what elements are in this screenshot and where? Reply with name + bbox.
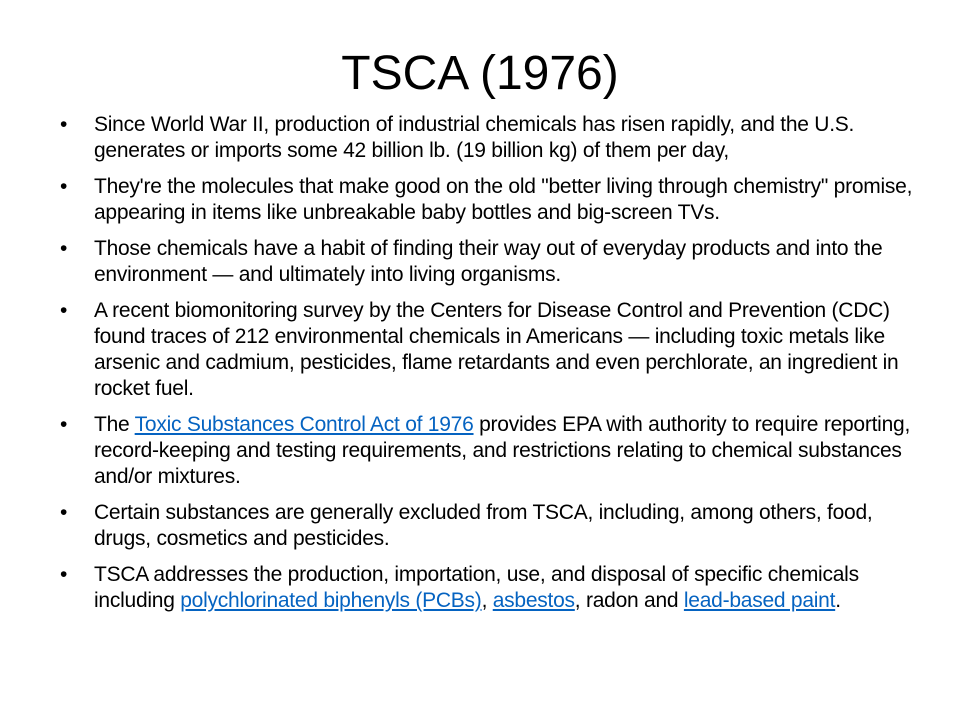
bullet-text-after: provides EPA with authority to require reporting, record-keeping and testing requirements, and restrictions relating to chemical substances and/or mixtures. — [94, 413, 911, 488]
asbestos-link[interactable]: asbestos — [492, 589, 575, 612]
bullet-item-3 — [60, 236, 920, 288]
bullet-item-6 — [60, 500, 920, 552]
bullet-icon: • — [60, 113, 68, 136]
bullet-icon: • — [60, 175, 68, 198]
bullet-text: Certain substances are generally excluded from TSCA, including, among others, food, drugs, cosmetics and pesticides. — [94, 501, 873, 550]
bullet-text-before: TSCA addresses the production, importation, use, and disposal of specific chemicals including — [94, 563, 859, 612]
bullet-icon: • — [60, 563, 68, 586]
lead-based-paint-link[interactable]: lead-based paint — [683, 589, 836, 612]
bullet-icon: • — [60, 413, 68, 436]
tsca-act-link[interactable]: Toxic Substances Control Act of 1976 — [134, 413, 474, 436]
bullet-separator: , — [481, 589, 493, 612]
bullet-separator: , radon and — [574, 589, 684, 612]
bullet-text-after: . — [835, 589, 841, 612]
bullet-text-before: The — [94, 413, 135, 436]
bullet-text: A recent biomonitoring survey by the Centers for Disease Control and Prevention (CDC) found traces of 212 environmental chemicals in Americans — including toxic metals like arsenic and cadmium, pesticides, flame retardants and even perchlorate, an ingredient in rocket fuel. — [94, 299, 899, 400]
bullet-text: They're the molecules that make good on the old "better living through chemistry" promise, appearing in items like unbreakable baby bottles and big-screen TVs. — [94, 175, 913, 224]
bullet-item-5 — [60, 412, 920, 490]
bullet-icon: • — [60, 501, 68, 524]
slide-title: TSCA (1976) — [341, 47, 619, 100]
bullet-item-2 — [60, 174, 920, 226]
bullet-item-4 — [60, 298, 920, 402]
bullet-icon: • — [60, 299, 68, 322]
bullet-list — [60, 112, 920, 624]
bullet-item-7 — [60, 562, 920, 614]
pcbs-link[interactable]: polychlorinated biphenyls (PCBs) — [180, 589, 482, 612]
bullet-item-1 — [60, 112, 920, 164]
bullet-text: Since World War II, production of industrial chemicals has risen rapidly, and the U.S. generates or imports some 42 billion lb. (19 billion kg) of them per day, — [94, 113, 855, 162]
bullet-icon: • — [60, 237, 68, 260]
bullet-text: Those chemicals have a habit of finding their way out of everyday products and into the environment — and ultimately into living organisms. — [94, 237, 883, 286]
